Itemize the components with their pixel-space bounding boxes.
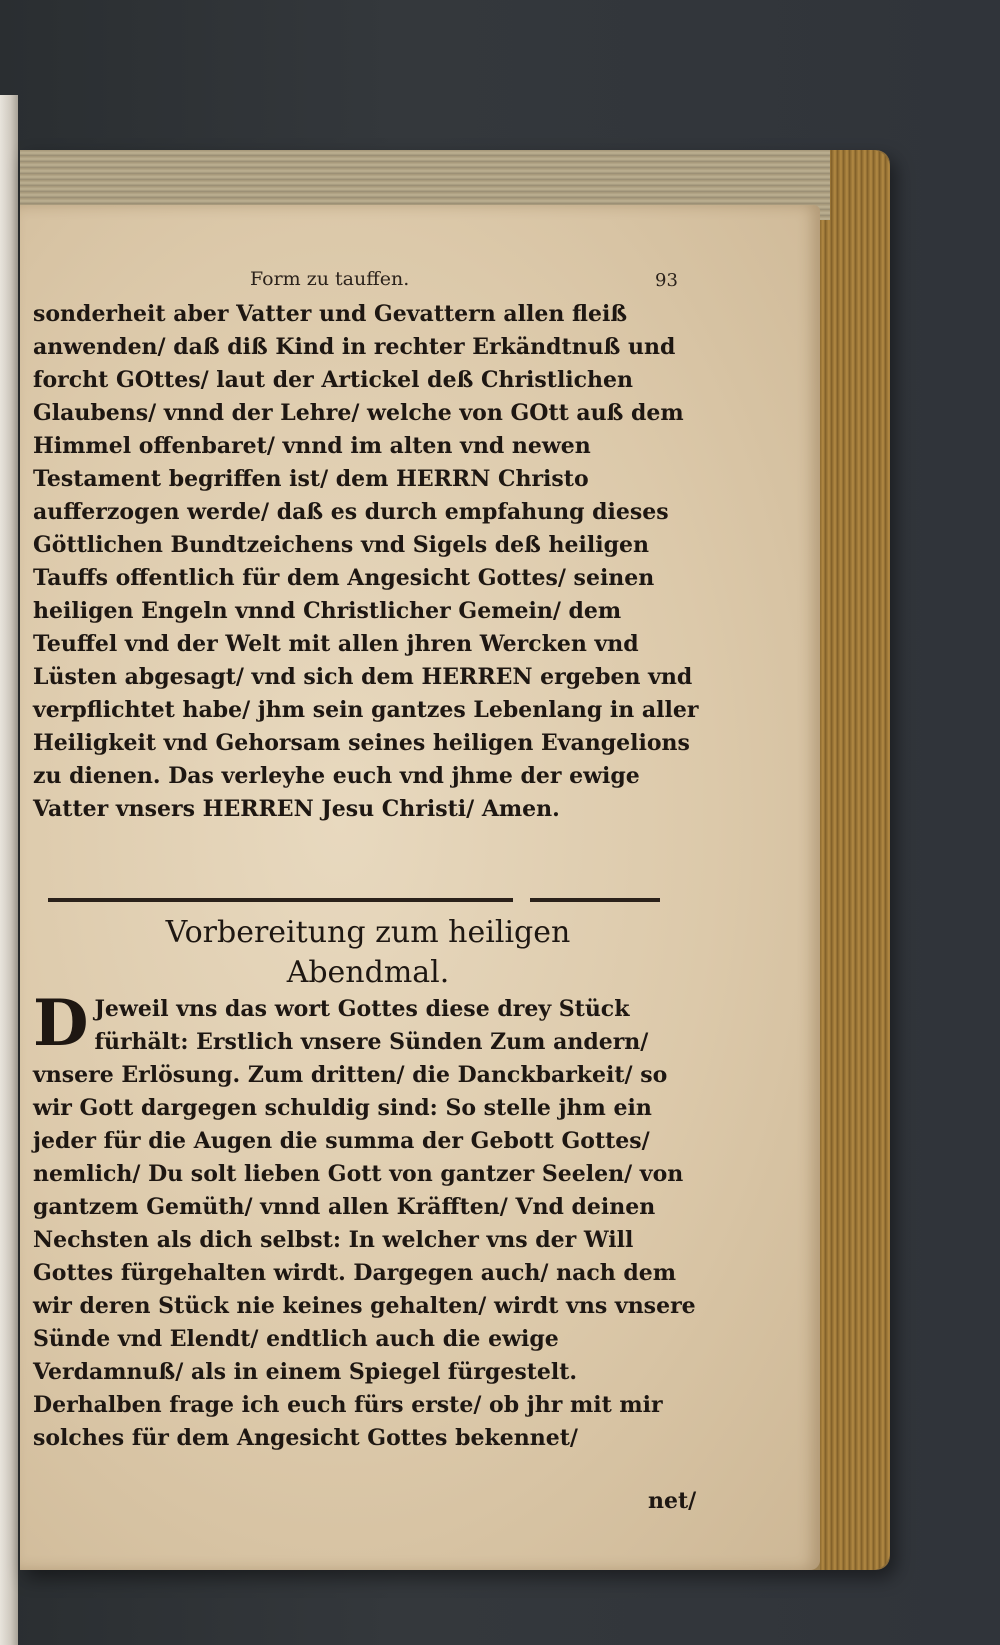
body-text-first: sonderheit aber Vatter und Gevattern allen fleiß anwenden/ daß diß Kind in rechter Erkändtnuß und forcht GOttes/ laut der Artickel deß Christlichen Glaubens/ vnnd der Lehre/ welche von GOtt auß dem Himmel offenbaret/ vnnd im alten vnd newen Testament begriffen ist/ dem HERRN Christo aufferzogen werde/ daß es durch empfahung dieses Göttlichen Bundtzeichens vnd Sigels deß heiligen Tauffs offentlich für dem Angesicht Gottes/ seinen heiligen Engeln vnnd Christlicher Gemein/ dem Teuffel vnd der Welt mit allen jhren Wercken vnd Lüsten abgesagt/ vnd sich dem HERREN ergeben vnd verpflichtet habe/ jhm sein gantzes Lebenlang in aller Heiligkeit vnd Gehorsam seines heiligen Evangelions zu dienen. Das verleyhe euch vnd jhme der ewige Vatter vnsers HERREN Jesu Christi/ Amen. xyxy=(33,301,699,822)
drop-cap: D xyxy=(33,986,89,1061)
running-header: Form zu tauffen. xyxy=(250,268,410,290)
body-text-second-content: Jeweil vns das wort Gottes diese drey Stück fürhält: Erstlich vnsere Sünden Zum andern/ vnsere Erlösung. Zum dritten/ die Danckbarkeit/ so wir Gott dargegen schuldig sind: So stelle jhm ein jeder für die Augen die summa der Gebott Gottes/ nemlich/ Du solt lieben Gott von gantzer Seelen/ von gantzem Gemüth/ vnnd allen Kräfften/ Vnd deinen Nechsten als dich selbst: In welcher vns der Will Gottes fürgehalten wirdt. Dargegen auch/ nach dem wir deren Stück nie keines gehalten/ wirdt vns vnsere Sünde vnd Elendt/ endtlich auch die ewige Verdamnuß/ als in einem Spiegel fürgestelt. Derhalben frage ich euch fürs erste/ ob jhr mit mir solches für dem Angesicht Gottes bekennet/ xyxy=(33,996,696,1451)
section-title-line1: Vorbereitung zum heiligen xyxy=(165,915,571,950)
page-number: 93 xyxy=(655,270,678,291)
section-title-line2: Abendmal. xyxy=(286,955,450,990)
section-title xyxy=(33,913,703,993)
divider-rule-left xyxy=(48,898,513,902)
catchword: net/ xyxy=(648,1488,697,1514)
book-fore-edge xyxy=(820,150,890,1570)
body-text-second xyxy=(33,986,703,1455)
divider-rule-right xyxy=(530,898,660,902)
left-page-edge xyxy=(0,95,18,1645)
